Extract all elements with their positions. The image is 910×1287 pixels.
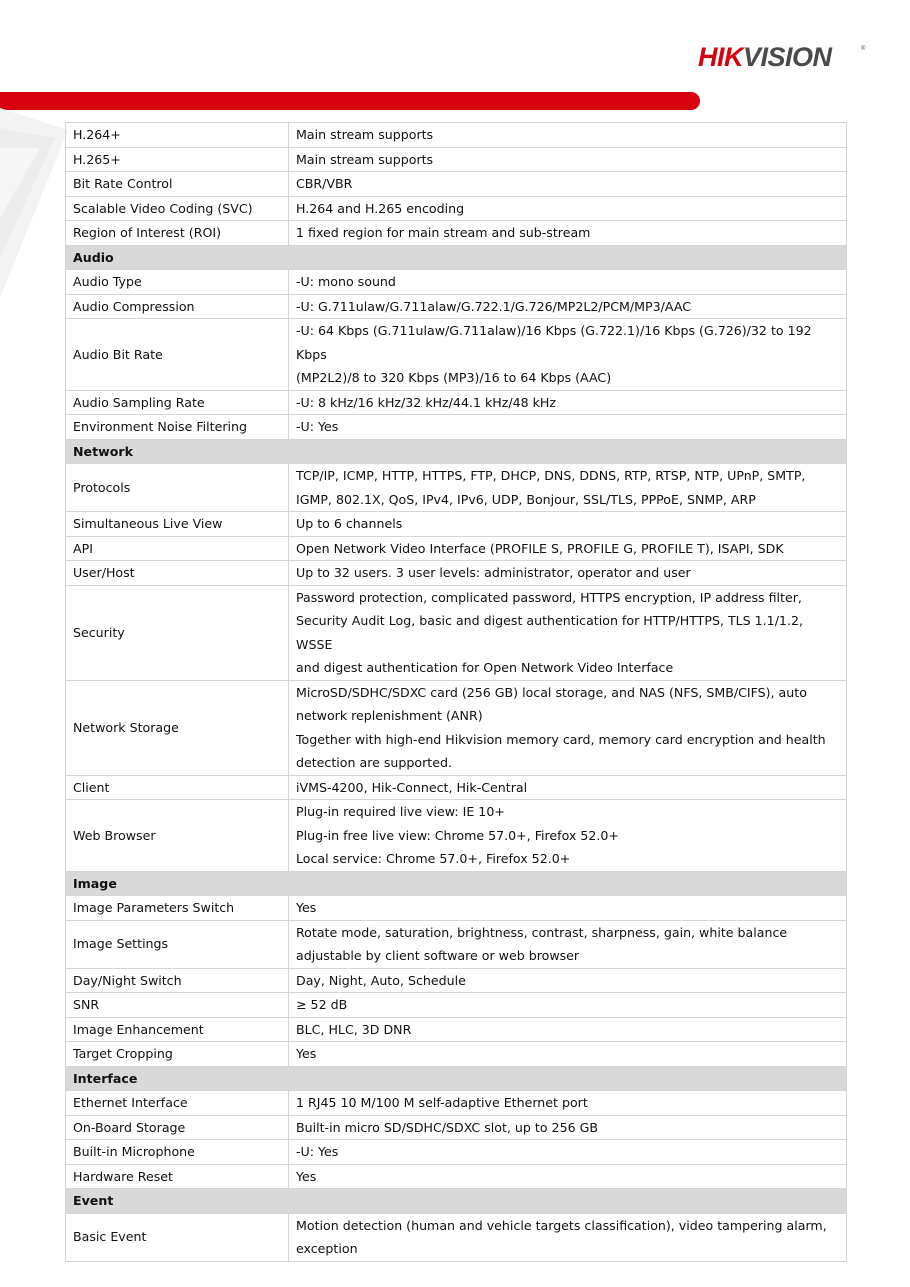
spec-label: Region of Interest (ROI) <box>66 221 289 246</box>
spec-value-line: H.264 and H.265 encoding <box>296 200 465 216</box>
spec-value-line: Yes <box>296 1168 317 1184</box>
spec-value-line: ≥ 52 dB <box>296 997 348 1012</box>
spec-value-line: MicroSD/SDHC/SDXC card (256 GB) local storage, and NAS (NFS, SMB/CIFS), auto <box>296 684 807 700</box>
svg-text:HIKVISION: HIKVISION <box>698 42 832 72</box>
spec-row <box>66 147 847 172</box>
spec-label: H.265+ <box>66 147 289 172</box>
spec-value <box>289 993 847 1018</box>
spec-value <box>289 270 847 295</box>
spec-row <box>66 196 847 221</box>
spec-row <box>66 1017 847 1042</box>
spec-value <box>289 172 847 197</box>
spec-value-line: Up to 32 users. 3 user levels: administrator, operator and user <box>296 565 691 580</box>
spec-value <box>289 775 847 800</box>
spec-value-line: and digest authentication for Open Network Video Interface <box>296 660 674 675</box>
section-title: Network <box>66 439 847 464</box>
spec-label: Security <box>66 585 289 680</box>
spec-value <box>289 896 847 921</box>
spec-row <box>66 294 847 319</box>
spec-row <box>66 512 847 537</box>
spec-label: Scalable Video Coding (SVC) <box>66 196 289 221</box>
spec-label: Built-in Microphone <box>66 1140 289 1165</box>
spec-row <box>66 968 847 993</box>
spec-value <box>289 680 847 775</box>
spec-row <box>66 221 847 246</box>
spec-label: Audio Type <box>66 270 289 295</box>
spec-value <box>289 1091 847 1116</box>
spec-row <box>66 415 847 440</box>
spec-value <box>289 920 847 968</box>
spec-label: Audio Bit Rate <box>66 319 289 391</box>
spec-value-line: IGMP, 802.1X, QoS, IPv4, IPv6, UDP, Bonjour, SSL/TLS, PPPoE, SNMP, ARP <box>296 491 756 507</box>
spec-value-line: Open Network Video Interface (PROFILE S, PROFILE G, PROFILE T), ISAPI, SDK <box>296 540 784 556</box>
spec-value-line: Up to 6 channels <box>296 516 403 531</box>
spec-value-line: Plug-in required live view: IE 10+ <box>296 804 505 819</box>
spec-value <box>289 294 847 319</box>
spec-value-line: -U: 8 kHz/16 kHz/32 kHz/44.1 kHz/48 kHz <box>296 394 556 410</box>
spec-value <box>289 561 847 586</box>
spec-value-line: Yes <box>296 900 317 915</box>
spec-row <box>66 775 847 800</box>
spec-value-line: -U: Yes <box>296 1144 339 1159</box>
spec-value-line: Main stream supports <box>296 127 434 142</box>
spec-value-line: Main stream supports <box>296 151 434 167</box>
spec-label: SNR <box>66 993 289 1018</box>
spec-value <box>289 196 847 221</box>
spec-label: Audio Sampling Rate <box>66 390 289 415</box>
spec-value-line: Password protection, complicated password, HTTPS encryption, IP address filter, <box>296 589 802 605</box>
spec-row <box>66 319 847 391</box>
spec-label: Basic Event <box>66 1213 289 1261</box>
spec-value-line: iVMS-4200, Hik-Connect, Hik-Central <box>296 779 528 795</box>
spec-value <box>289 415 847 440</box>
spec-row <box>66 920 847 968</box>
spec-label: Day/Night Switch <box>66 968 289 993</box>
section-title: Image <box>66 871 847 896</box>
spec-row <box>66 172 847 197</box>
specification-table <box>65 122 847 1262</box>
spec-value <box>289 147 847 172</box>
spec-value-line: exception <box>296 1241 358 1256</box>
spec-row <box>66 1042 847 1067</box>
spec-row <box>66 270 847 295</box>
spec-label: User/Host <box>66 561 289 586</box>
spec-value <box>289 1042 847 1067</box>
spec-value-line: -U: 64 Kbps (G.711ulaw/G.711alaw)/16 Kbps (G.722.1)/16 Kbps (G.726)/32 to 192 Kbps <box>296 323 812 362</box>
spec-value-line: Security Audit Log, basic and digest authentication for HTTP/HTTPS, TLS 1.1/1.2, WSSE <box>296 613 803 652</box>
spec-value-line: network replenishment (ANR) <box>296 708 483 723</box>
spec-label: Target Cropping <box>66 1042 289 1067</box>
spec-value-line: -U: mono sound <box>296 274 396 289</box>
spec-label: Environment Noise Filtering <box>66 415 289 440</box>
spec-label: Ethernet Interface <box>66 1091 289 1116</box>
spec-row <box>66 561 847 586</box>
section-title: Audio <box>66 245 847 270</box>
header-red-bar <box>0 92 700 110</box>
spec-label: Audio Compression <box>66 294 289 319</box>
spec-label: API <box>66 536 289 561</box>
section-header-row <box>66 439 847 464</box>
spec-value <box>289 390 847 415</box>
spec-label: Bit Rate Control <box>66 172 289 197</box>
spec-value-line: Together with high-end Hikvision memory card, memory card encryption and health <box>296 731 826 747</box>
spec-label: Simultaneous Live View <box>66 512 289 537</box>
spec-value-line: BLC, HLC, 3D DNR <box>296 1021 412 1037</box>
spec-row <box>66 1115 847 1140</box>
spec-row <box>66 123 847 148</box>
spec-row <box>66 896 847 921</box>
spec-value <box>289 221 847 246</box>
hikvision-logo <box>698 40 868 72</box>
spec-value-line: Plug-in free live view: Chrome 57.0+, Firefox 52.0+ <box>296 827 619 843</box>
spec-value-line: Built-in micro SD/SDHC/SDXC slot, up to 256 GB <box>296 1119 598 1135</box>
spec-value-line: adjustable by client software or web browser <box>296 948 580 963</box>
spec-value <box>289 1213 847 1261</box>
spec-row <box>66 800 847 872</box>
spec-label: H.264+ <box>66 123 289 148</box>
spec-label: Image Settings <box>66 920 289 968</box>
section-title: Event <box>66 1189 847 1214</box>
spec-value <box>289 968 847 993</box>
spec-value-line: detection are supported. <box>296 755 452 770</box>
spec-row <box>66 1213 847 1261</box>
spec-value <box>289 123 847 148</box>
spec-label: Hardware Reset <box>66 1164 289 1189</box>
spec-value-line: Rotate mode, saturation, brightness, contrast, sharpness, gain, white balance <box>296 924 788 940</box>
spec-value-line: Yes <box>296 1046 317 1061</box>
spec-label: Protocols <box>66 464 289 512</box>
spec-value-line: -U: Yes <box>296 419 339 434</box>
spec-value <box>289 800 847 872</box>
spec-value <box>289 319 847 391</box>
spec-value-line: Local service: Chrome 57.0+, Firefox 52.0+ <box>296 851 571 866</box>
spec-value-line: -U: G.711ulaw/G.711alaw/G.722.1/G.726/MP2L2/PCM/MP3/AAC <box>296 298 692 314</box>
spec-value <box>289 536 847 561</box>
spec-row <box>66 993 847 1018</box>
spec-row <box>66 536 847 561</box>
spec-value <box>289 585 847 680</box>
spec-value-line: 1 fixed region for main stream and sub-stream <box>296 225 591 240</box>
spec-value-line: Motion detection (human and vehicle targets classification), video tampering alarm, <box>296 1217 827 1233</box>
svg-text:®: ® <box>861 46 866 52</box>
spec-row <box>66 1140 847 1165</box>
spec-value <box>289 1164 847 1189</box>
spec-value <box>289 464 847 512</box>
section-header-row <box>66 1189 847 1214</box>
spec-value <box>289 512 847 537</box>
section-header-row <box>66 1066 847 1091</box>
spec-label: Client <box>66 775 289 800</box>
spec-value <box>289 1140 847 1165</box>
spec-value-line: Day, Night, Auto, Schedule <box>296 972 466 988</box>
spec-label: Image Enhancement <box>66 1017 289 1042</box>
spec-value <box>289 1017 847 1042</box>
spec-value <box>289 1115 847 1140</box>
spec-label: Web Browser <box>66 800 289 872</box>
section-header-row <box>66 871 847 896</box>
section-title: Interface <box>66 1066 847 1091</box>
spec-row <box>66 464 847 512</box>
spec-value-line: 1 RJ45 10 M/100 M self-adaptive Ethernet port <box>296 1095 588 1110</box>
section-header-row <box>66 245 847 270</box>
spec-row <box>66 390 847 415</box>
spec-row <box>66 680 847 775</box>
spec-value-line: (MP2L2)/8 to 320 Kbps (MP3)/16 to 64 Kbps (AAC) <box>296 370 612 385</box>
spec-value-line: TCP/IP, ICMP, HTTP, HTTPS, FTP, DHCP, DNS, DDNS, RTP, RTSP, NTP, UPnP, SMTP, <box>296 468 806 483</box>
spec-label: Image Parameters Switch <box>66 896 289 921</box>
spec-row <box>66 1091 847 1116</box>
spec-row <box>66 1164 847 1189</box>
spec-label: On-Board Storage <box>66 1115 289 1140</box>
spec-row <box>66 585 847 680</box>
spec-value-line: CBR/VBR <box>296 176 353 191</box>
spec-label: Network Storage <box>66 680 289 775</box>
